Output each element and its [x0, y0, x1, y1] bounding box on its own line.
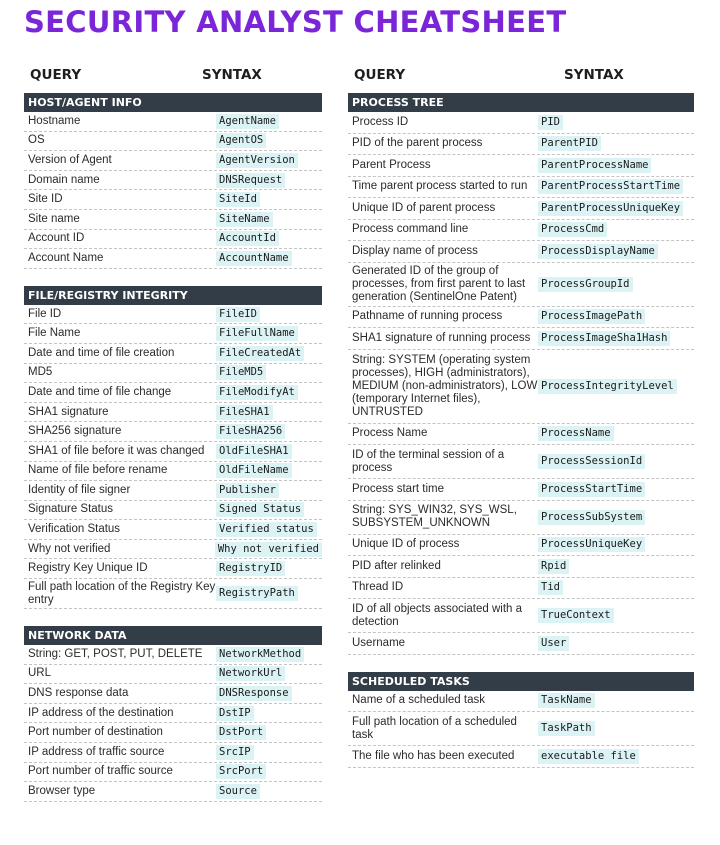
syntax-field: OldFileSHA1	[216, 444, 292, 459]
table-row	[348, 328, 694, 350]
query-description: Name of a scheduled task	[352, 694, 485, 707]
query-description: SHA1 signature	[28, 405, 109, 418]
syntax-field: SrcPort	[216, 764, 266, 779]
table-row	[348, 350, 694, 424]
table-row	[348, 177, 694, 199]
table-row	[348, 155, 694, 177]
query-description: PID after relinked	[352, 559, 441, 572]
query-description: Username	[352, 636, 406, 649]
query-description: Browser type	[28, 785, 96, 798]
syntax-field: ParentProcessName	[538, 158, 651, 173]
syntax-field: ProcessIntegrityLevel	[538, 379, 677, 394]
table-row	[24, 151, 322, 171]
syntax-header: SYNTAX	[564, 67, 624, 83]
syntax-field: SiteName	[216, 212, 273, 227]
query-description: SHA1 signature of running process	[352, 331, 531, 344]
query-description: IP address of traffic source	[28, 745, 165, 758]
query-description: Process Name	[352, 427, 428, 440]
table-row	[24, 462, 322, 482]
table-row	[24, 559, 322, 579]
syntax-field: User	[538, 636, 569, 651]
query-description: Date and time of file creation	[28, 346, 175, 359]
query-description: Process command line	[352, 223, 469, 236]
syntax-field: DNSResponse	[216, 686, 292, 701]
query-description: Process ID	[352, 115, 409, 128]
syntax-field: FileSHA1	[216, 405, 273, 420]
query-description: Domain name	[28, 173, 100, 186]
table-row	[24, 704, 322, 724]
syntax-field: FileCreatedAt	[216, 346, 304, 361]
syntax-field: TaskPath	[538, 721, 595, 736]
table-row	[24, 520, 322, 540]
syntax-field: DNSRequest	[216, 173, 285, 188]
table-row	[24, 540, 322, 560]
syntax-field: NetworkUrl	[216, 666, 285, 681]
syntax-field: AgentOS	[216, 133, 266, 148]
query-description: Why not verified	[28, 542, 111, 555]
section-process-tree	[348, 93, 694, 655]
section-file-registry-integrity	[24, 286, 322, 609]
query-description: ID of the terminal session of a process	[352, 448, 505, 474]
table-row	[24, 442, 322, 462]
table-row	[24, 422, 322, 442]
syntax-field: ParentProcessUniqueKey	[538, 201, 683, 216]
syntax-field: Source	[216, 784, 260, 799]
query-description: Site ID	[28, 193, 63, 206]
syntax-field: FileMD5	[216, 365, 266, 380]
table-row	[24, 481, 322, 501]
table-row	[24, 743, 322, 763]
query-description: IP address of the destination	[28, 706, 174, 719]
query-description: Account Name	[28, 251, 104, 264]
query-description: String: SYS_WIN32, SYS_WSL, SUBSYSTEM_UNKNOWN	[352, 504, 517, 529]
query-description: Process start time	[352, 482, 445, 495]
syntax-field: SiteId	[216, 192, 260, 207]
syntax-field: DstIP	[216, 706, 254, 721]
table-row	[24, 171, 322, 191]
syntax-field: ProcessStartTime	[538, 482, 645, 497]
syntax-field: Tid	[538, 580, 563, 595]
table-row	[24, 249, 322, 269]
query-description: Account ID	[28, 232, 85, 245]
left-column-header	[24, 62, 322, 88]
table-row	[348, 134, 694, 156]
syntax-field: ProcessSessionId	[538, 454, 645, 469]
table-row	[24, 782, 322, 802]
syntax-field: Publisher	[216, 483, 279, 498]
syntax-field: executable file	[538, 749, 639, 764]
section-scheduled-tasks	[348, 672, 694, 768]
syntax-field: FileModifyAt	[216, 385, 298, 400]
query-description: String: GET, POST, PUT, DELETE	[28, 647, 203, 660]
query-description: Display name of process	[352, 244, 478, 257]
table-row	[24, 344, 322, 364]
table-row	[348, 198, 694, 220]
query-description: Full path location of a scheduled task	[352, 715, 517, 741]
syntax-field: TrueContext	[538, 608, 614, 623]
syntax-field: PID	[538, 115, 563, 130]
table-row	[24, 364, 322, 384]
syntax-field: ParentProcessStartTime	[538, 179, 683, 194]
table-row	[348, 112, 694, 134]
query-description: String: SYSTEM (operating system processes), HIGH (administrators), MEDIUM (non-administrators), LOW (temporary Internet files), UNTRUSTED	[352, 353, 538, 418]
syntax-field: SrcIP	[216, 745, 254, 760]
table-row	[24, 383, 322, 403]
query-description: DNS response data	[28, 687, 129, 700]
syntax-field: ProcessDisplayName	[538, 244, 658, 259]
table-row	[348, 424, 694, 446]
query-description: Registry Key Unique ID	[28, 562, 148, 575]
query-description: Name of file before rename	[28, 464, 168, 477]
table-row	[348, 712, 694, 746]
table-row	[348, 479, 694, 501]
syntax-field: ProcessImageSha1Hash	[538, 331, 670, 346]
syntax-field: ProcessUniqueKey	[538, 537, 645, 552]
query-description: Signature Status	[28, 503, 114, 516]
syntax-field: ProcessImagePath	[538, 309, 645, 324]
query-description: Date and time of file change	[28, 385, 172, 398]
table-row	[348, 445, 694, 479]
query-description: Verification Status	[28, 523, 121, 536]
syntax-field: TaskName	[538, 693, 595, 708]
syntax-field: Verified status	[216, 522, 317, 537]
left-column	[24, 62, 322, 802]
section-network-data	[24, 626, 322, 802]
syntax-field: FileFullName	[216, 326, 298, 341]
syntax-field: AccountId	[216, 231, 279, 246]
syntax-field: DstPort	[216, 725, 266, 740]
query-description: SHA256 signature	[28, 425, 122, 438]
syntax-header: SYNTAX	[202, 67, 262, 83]
syntax-field: ProcessGroupId	[538, 277, 633, 292]
table-row	[24, 684, 322, 704]
table-row	[24, 132, 322, 152]
syntax-field: AgentVersion	[216, 153, 298, 168]
table-row	[348, 535, 694, 557]
table-row	[348, 578, 694, 600]
section-host-agent-info	[24, 93, 322, 269]
query-description: URL	[28, 667, 52, 680]
table-row	[24, 305, 322, 325]
query-description: Port number of destination	[28, 726, 163, 739]
syntax-field: OldFileName	[216, 463, 292, 478]
table-row	[24, 190, 322, 210]
query-description: Port number of traffic source	[28, 765, 173, 778]
section-header: NETWORK DATA	[24, 626, 322, 645]
section-header: PROCESS TREE	[348, 93, 694, 112]
syntax-field: FileID	[216, 307, 260, 322]
syntax-field: ParentPID	[538, 136, 601, 151]
table-row	[24, 665, 322, 685]
table-row	[24, 230, 322, 250]
syntax-field: Why not verified	[215, 542, 322, 557]
section-header: HOST/AGENT INFO	[24, 93, 322, 112]
query-description: ID of all objects associated with a detection	[352, 602, 523, 628]
query-description: Unique ID of process	[352, 538, 460, 551]
section-header: SCHEDULED TASKS	[348, 672, 694, 691]
section-header: FILE/REGISTRY INTEGRITY	[24, 286, 322, 305]
table-row	[348, 307, 694, 329]
table-row	[24, 501, 322, 521]
query-description: OS	[28, 134, 45, 147]
table-row	[348, 599, 694, 633]
right-column-header	[348, 62, 694, 88]
query-description: Pathname of running process	[352, 310, 503, 323]
table-row	[24, 645, 322, 665]
table-row	[24, 112, 322, 132]
table-row	[348, 263, 694, 307]
query-description: Generated ID of the group of processes, from first parent to last generation (SentinelOne Patent)	[352, 264, 526, 303]
query-header: QUERY	[30, 67, 82, 83]
syntax-field: ProcessSubSystem	[538, 510, 645, 525]
query-description: Unique ID of parent process	[352, 201, 496, 214]
table-row	[24, 763, 322, 783]
table-row	[348, 220, 694, 242]
query-description: Identity of file signer	[28, 483, 131, 496]
query-description: File Name	[28, 327, 81, 340]
query-description: The file who has been executed	[352, 749, 515, 762]
syntax-field: AccountName	[216, 251, 292, 266]
syntax-field: AgentName	[216, 114, 279, 129]
query-description: Thread ID	[352, 581, 404, 594]
query-description: MD5	[28, 366, 53, 379]
query-description: Full path location of the Registry Key entry	[28, 580, 216, 606]
query-description: Parent Process	[352, 158, 431, 171]
table-row	[348, 501, 694, 535]
table-row	[348, 746, 694, 768]
query-description: SHA1 of file before it was changed	[28, 444, 205, 457]
syntax-field: ProcessCmd	[538, 222, 607, 237]
table-row	[24, 324, 322, 344]
syntax-field: ProcessName	[538, 426, 614, 441]
table-row	[348, 556, 694, 578]
query-header: QUERY	[354, 67, 406, 83]
query-description: Version of Agent	[28, 153, 112, 166]
table-row	[348, 691, 694, 713]
table-row	[24, 403, 322, 423]
syntax-field: RegistryID	[216, 561, 285, 576]
syntax-field: NetworkMethod	[216, 647, 304, 662]
query-description: PID of the parent process	[352, 137, 483, 150]
syntax-field: RegistryPath	[216, 586, 298, 601]
table-row	[348, 633, 694, 655]
syntax-field: Rpid	[538, 559, 569, 574]
table-row	[24, 723, 322, 743]
query-description: Site name	[28, 212, 80, 225]
table-row	[24, 210, 322, 230]
right-column	[348, 62, 694, 768]
syntax-field: FileSHA256	[216, 424, 285, 439]
query-description: File ID	[28, 307, 62, 320]
page-title: SECURITY ANALYST CHEATSHEET	[24, 5, 567, 39]
query-description: Time parent process started to run	[352, 180, 528, 193]
table-row	[348, 241, 694, 263]
query-description: Hostname	[28, 114, 81, 127]
syntax-field: Signed Status	[216, 502, 304, 517]
table-row	[24, 579, 322, 609]
